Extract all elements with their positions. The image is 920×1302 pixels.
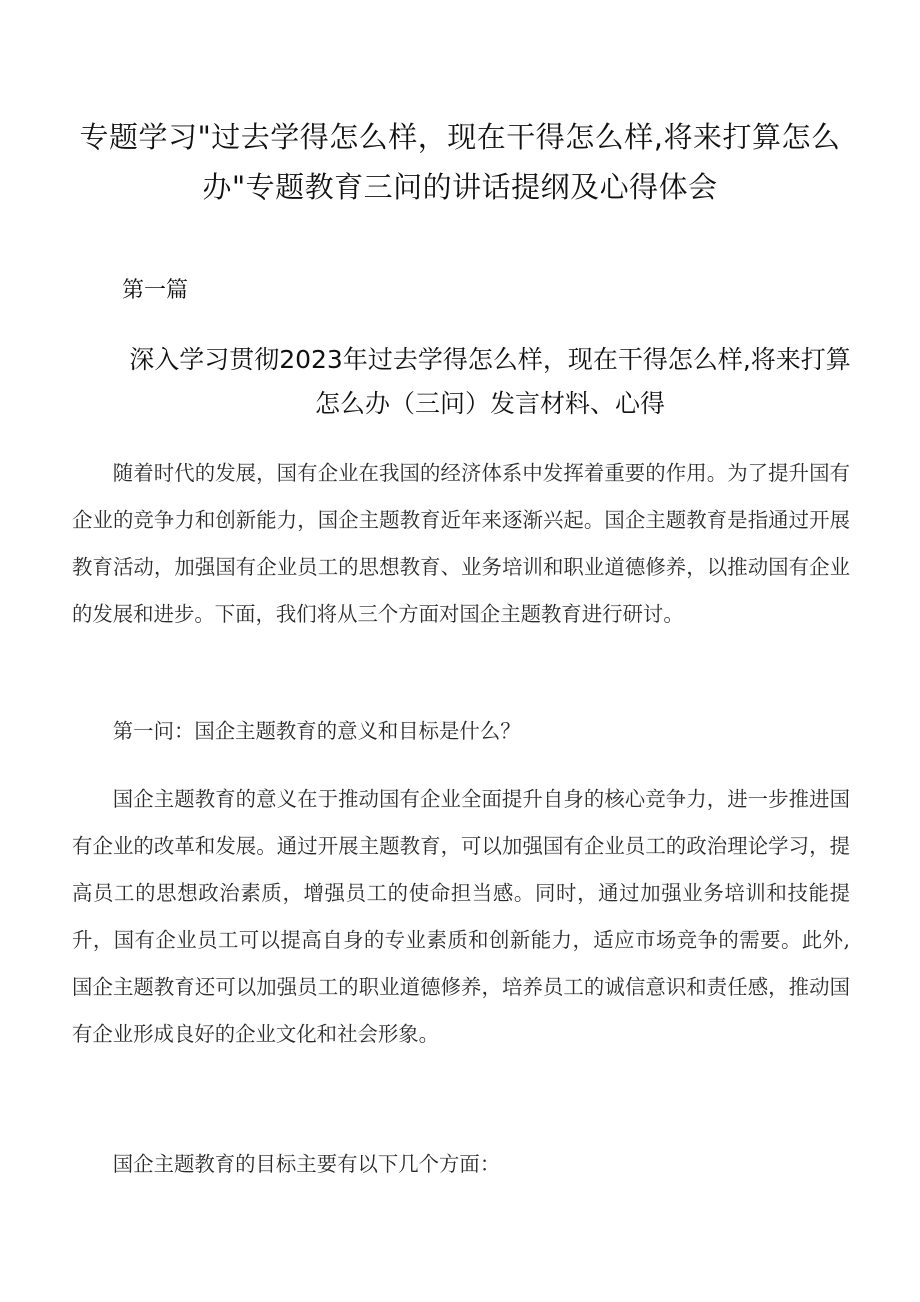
section-subtitle: 深入学习贯彻2023年过去学得怎么样，现在干得怎么样,将来打算怎么办（三问）发言材料、心得 [129, 345, 851, 418]
paragraph-goals-intro: 国企主题教育的目标主要有以下几个方面： [112, 1152, 501, 1176]
question-heading: 第一问：国企主题教育的意义和目标是什么？ [112, 719, 521, 743]
document-title: 专题学习"过去学得怎么样，现在干得怎么样,将来打算怎么办"专题教育三问的讲话提纲及心得体会 [79, 120, 841, 204]
paragraph-significance: 国企主题教育的意义在于推动国有企业全面提升自身的核心竞争力，进一步推进国有企业的改革和发展。通过开展主题教育，可以加强国有企业员工的政治理论学习，提高员工的思想政治素质，增强员工的使命担当感。同时，通过加强业务培训和技能提升，国有企业员工可以提高自身的专业素质和创新能力，适应市场竞争的需要。此外,国企主题教育还可以加强员工的职业道德修养，培养员工的诚信意识和责任感，推动国有企业形成良好的企业文化和社会形象。 [72, 787, 850, 1046]
section-label: 第一篇 [122, 278, 189, 303]
paragraph-intro: 随着时代的发展，国有企业在我国的经济体系中发挥着重要的作用。为了提升国有企业的竞争力和创新能力，国企主题教育近年来逐渐兴起。国企主题教育是指通过开展教育活动，加强国有企业员工的思想教育、业务培训和职业道德修养，以推动国有企业的发展和进步。下面，我们将从三个方面对国企主题教育进行研讨。 [72, 461, 850, 626]
